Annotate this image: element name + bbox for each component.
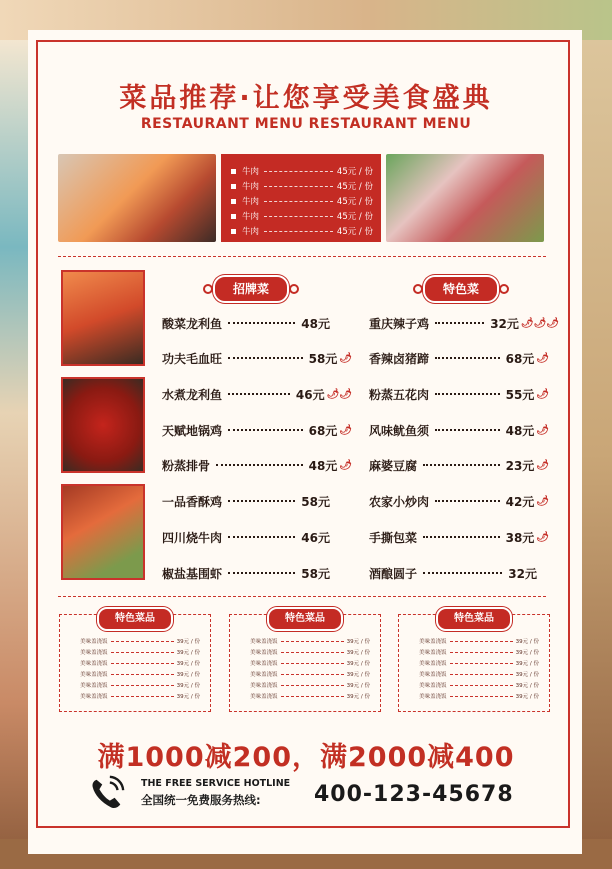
hotline-chinese: 全国统一免费服务热线:	[141, 793, 261, 807]
bullet-icon	[231, 184, 236, 189]
chili-pepper-icon: 🌶	[536, 389, 549, 400]
dish-item: 重庆辣子鸡 32元 🌶🌶🌶	[369, 317, 559, 331]
mini-menu-item: 美味盖浇饭 39元 / 份	[419, 650, 539, 656]
bullet-icon	[231, 199, 236, 204]
mini-menu-item: 美味盖浇饭 39元 / 份	[250, 683, 370, 689]
chili-pepper-icon: 🌶	[339, 460, 352, 471]
dish-item: 酸菜龙利鱼 48元	[162, 317, 330, 331]
dish-item: 粉蒸五花肉 55元 🌶	[369, 388, 549, 402]
mini-menu-item: 美味盖浇饭 39元 / 份	[80, 683, 200, 689]
section-divider	[58, 256, 546, 257]
chili-pepper-icon: 🌶	[536, 532, 549, 543]
menu-subtitle: RESTAURANT MENU RESTAURANT MENU	[140, 116, 472, 132]
mini-menu-badge: 特色菜品	[267, 607, 343, 631]
mini-menu-item: 美味盖浇饭 39元 / 份	[419, 694, 539, 700]
food-photo-sliced-beef	[386, 154, 544, 242]
phone-icon	[88, 774, 126, 812]
mini-menu-badge: 特色菜品	[436, 607, 512, 631]
dish-item: 农家小炒肉 42元 🌶	[369, 495, 549, 509]
price-list-item: 牛肉 45元 / 份	[231, 195, 373, 207]
mini-menu-item: 美味盖浇饭 39元 / 份	[419, 672, 539, 678]
menu-title: 菜品推荐·让您享受美食盛典	[119, 83, 493, 114]
mini-menu-item: 美味盖浇饭 39元 / 份	[250, 650, 370, 656]
bullet-icon	[231, 214, 236, 219]
dish-item: 香辣卤猪蹄 68元 🌶	[369, 352, 549, 366]
chili-pepper-icon: 🌶	[339, 425, 352, 436]
dish-item: 椒盐基围虾 58元	[162, 567, 330, 581]
chili-pepper-icon: 🌶	[536, 496, 549, 507]
special-dishes-badge: 特色菜	[423, 275, 499, 303]
food-photo-hotpot	[61, 484, 145, 580]
dish-item: 粉蒸排骨 48元 🌶	[162, 459, 352, 473]
promotion-banner: 满1000减200，满2000减400	[97, 742, 515, 773]
mini-menu-item: 美味盖浇饭 39元 / 份	[250, 672, 370, 678]
food-photo-spicy-crayfish	[61, 377, 145, 473]
price-list-item: 牛肉 45元 / 份	[231, 165, 373, 177]
dish-item: 一品香酥鸡 58元	[162, 495, 330, 509]
chili-pepper-icon: 🌶🌶	[326, 389, 352, 400]
mini-menu-box	[59, 614, 211, 712]
section-divider	[58, 596, 546, 597]
chili-pepper-icon: 🌶	[536, 460, 549, 471]
dish-item: 四川烧牛肉 46元	[162, 531, 330, 545]
mini-menu-item: 美味盖浇饭 39元 / 份	[419, 661, 539, 667]
dish-item: 水煮龙利鱼 46元 🌶🌶	[162, 388, 352, 402]
bullet-icon	[231, 229, 236, 234]
mini-menu-box	[398, 614, 550, 712]
bullet-icon	[231, 169, 236, 174]
dish-item: 功夫毛血旺 58元 🌶	[162, 352, 352, 366]
mini-menu-item: 美味盖浇饭 39元 / 份	[250, 661, 370, 667]
dish-item: 酒酿圆子 32元	[369, 567, 537, 581]
chili-pepper-icon: 🌶	[339, 353, 352, 364]
mini-menu-box	[229, 614, 381, 712]
dish-item: 天赋地锅鸡 68元 🌶	[162, 424, 352, 438]
price-list-item: 牛肉 45元 / 份	[231, 225, 373, 237]
mini-menu-item: 美味盖浇饭 39元 / 份	[80, 672, 200, 678]
mini-menu-item: 美味盖浇饭 39元 / 份	[419, 683, 539, 689]
mini-menu-item: 美味盖浇饭 39元 / 份	[80, 650, 200, 656]
chili-pepper-icon: 🌶	[536, 425, 549, 436]
mini-menu-badge: 特色菜品	[97, 607, 173, 631]
dish-item: 风味鱿鱼须 48元 🌶	[369, 424, 549, 438]
price-list-item: 牛肉 45元 / 份	[231, 180, 373, 192]
mini-menu-item: 美味盖浇饭 39元 / 份	[80, 639, 200, 645]
signature-dishes-badge: 招牌菜	[213, 275, 289, 303]
food-photo-shrimp-platter	[58, 154, 216, 242]
price-list-item: 牛肉 45元 / 份	[231, 210, 373, 222]
mini-menu-item: 美味盖浇饭 39元 / 份	[419, 639, 539, 645]
chili-pepper-icon: 🌶	[536, 353, 549, 364]
mini-menu-item: 美味盖浇饭 39元 / 份	[80, 694, 200, 700]
mini-menu-item: 美味盖浇饭 39元 / 份	[80, 661, 200, 667]
hotline-number: 400-123-45678	[314, 782, 514, 807]
dish-item: 手撕包菜 38元 🌶	[369, 531, 549, 545]
mini-menu-item: 美味盖浇饭 39元 / 份	[250, 694, 370, 700]
hotline-english: THE FREE SERVICE HOTLINE	[141, 778, 291, 789]
price-list-box	[221, 154, 381, 242]
mini-menu-item: 美味盖浇饭 39元 / 份	[250, 639, 370, 645]
food-photo-crayfish	[61, 270, 145, 366]
dish-item: 麻婆豆腐 23元 🌶	[369, 459, 549, 473]
chili-pepper-icon: 🌶🌶🌶	[520, 318, 559, 329]
